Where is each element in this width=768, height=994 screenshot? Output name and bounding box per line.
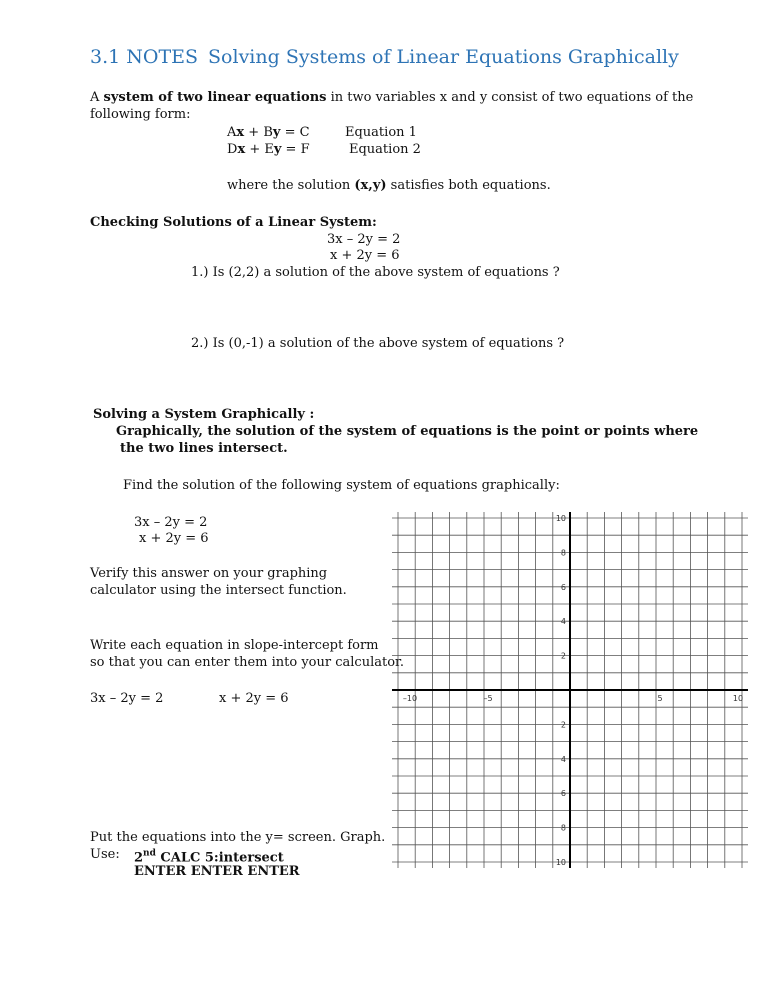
calc-keys-post: CALC 5:intersect <box>155 850 284 866</box>
slope-left-eq: 3x – 2y = 2 <box>90 691 164 706</box>
find-instruction: Find the solution of the following system of equations graphically: <box>123 478 560 493</box>
checking-eq-2: x + 2y = 6 <box>330 248 400 263</box>
general-eq-2-label: Equation 2 <box>349 142 421 157</box>
calc-keys-pre: 2 <box>134 850 144 866</box>
title-text: Solving Systems of Linear Equations Graphically <box>208 46 679 68</box>
graph-eq-1: 3x – 2y = 2 <box>134 515 208 530</box>
grid-axes <box>392 512 748 868</box>
solution-note-bold: (x,y) <box>354 178 387 193</box>
checking-heading-text: Checking Solutions of a Linear System: <box>90 215 377 230</box>
x-tick-label: –5 <box>483 694 493 703</box>
x-tick-label: 10 <box>732 694 744 703</box>
y-tick-label: 6 <box>560 582 566 592</box>
y-tick-label: 2 <box>560 720 566 730</box>
intro-bold-term: system of two linear equations <box>103 90 327 105</box>
y-tick-label: 10 <box>555 514 566 523</box>
graph-eq-2: x + 2y = 6 <box>139 531 209 546</box>
graphical-desc-line-1 <box>116 423 698 440</box>
solution-note <box>227 177 551 194</box>
calc-use-label: Use: <box>90 847 120 862</box>
eq2-part: D <box>227 142 238 157</box>
slope-line-2: so that you can enter them into your calculator. <box>90 655 404 670</box>
eq2-part: + E <box>245 142 274 157</box>
eq2-part: = F <box>281 142 310 157</box>
verify-line-1: Verify this answer on your graphing <box>90 566 328 581</box>
calc-line-1: Put the equations into the y= screen. Graph. <box>90 830 386 845</box>
page-title <box>90 46 679 68</box>
checking-eq-1: 3x – 2y = 2 <box>327 232 401 247</box>
graphical-desc-2: the two lines intersect. <box>120 441 288 456</box>
checking-question-1: 1.) Is (2,2) a solution of the above system of equations ? <box>191 265 560 280</box>
calc-keys-sup: nd <box>143 849 156 859</box>
solution-note-pre: where the solution <box>227 178 355 193</box>
x-tick-label: 5 <box>657 694 663 703</box>
slope-right-eq: x + 2y = 6 <box>219 691 289 706</box>
calc-line-3-text: ENTER ENTER ENTER <box>134 864 300 879</box>
y-tick-label: 8 <box>560 548 566 558</box>
graphical-desc-line-2 <box>120 440 288 457</box>
calc-line-3 <box>134 863 300 880</box>
eq1-part: A <box>227 125 237 140</box>
y-tick-label: 2 <box>560 651 566 661</box>
y-tick-label: 10 <box>555 858 566 867</box>
intro-line-1 <box>90 89 693 106</box>
y-tick-label: 8 <box>560 823 566 833</box>
verify-line-2: calculator using the intersect function. <box>90 583 347 598</box>
eq1-part: = C <box>280 125 310 140</box>
graphical-desc-1: Graphically, the solution of the system of equations is the point or points where <box>116 424 699 439</box>
intro-pre: A <box>90 90 104 105</box>
general-eq-1-label: Equation 1 <box>345 125 417 140</box>
eq1-part: y <box>272 125 281 140</box>
slope-line-1: Write each equation in slope-intercept form <box>90 638 379 653</box>
eq2-part: y <box>273 142 282 157</box>
coordinate-grid <box>390 510 750 870</box>
graphical-heading <box>93 406 314 423</box>
x-tick-label: –10 <box>402 694 418 703</box>
general-eq-1 <box>227 124 310 141</box>
title-number: 3.1 NOTES <box>90 46 199 68</box>
eq2-part: x <box>237 142 246 157</box>
eq1-part: x <box>236 125 245 140</box>
checking-question-2: 2.) Is (0,-1) a solution of the above system of equations ? <box>191 336 565 351</box>
y-tick-label: 6 <box>560 789 566 799</box>
y-tick-label: 4 <box>560 617 566 627</box>
intro-line-2: following form: <box>90 107 191 122</box>
y-tick-label: 4 <box>560 754 566 764</box>
intro-post: in two variables x and y consist of two equations of the <box>326 90 694 105</box>
solution-note-post: satisfies both equations. <box>386 178 551 193</box>
general-eq-2 <box>227 141 310 158</box>
eq1-part: + B <box>244 125 273 140</box>
graphical-heading-text: Solving a System Graphically : <box>93 407 315 422</box>
checking-heading <box>90 214 377 231</box>
